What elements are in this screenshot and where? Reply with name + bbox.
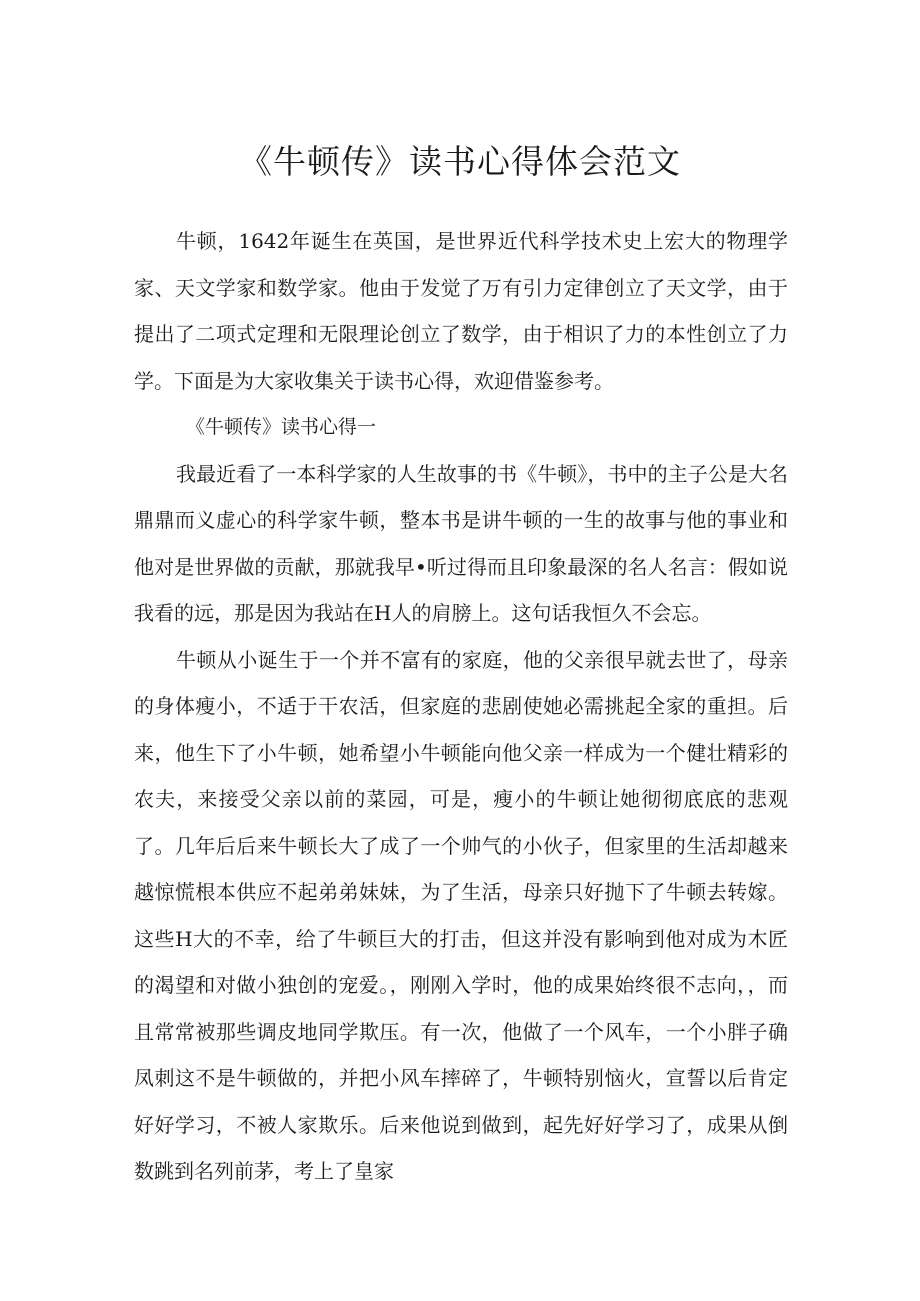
document-body [134, 218, 788, 1195]
section-heading: 《牛顿传》读书心得一 [186, 416, 377, 438]
intro-paragraph: 牛顿，1642年诞生在英国，是世界近代科学技术史上宏大的物理学家、天文学家和数学家。他由于发觉了万有引力定律创立了天文学，由于提出了二项式定理和无限理论创立了数学，由于相识了力的本性创立了力学。下面是为大家收集关于读书心得，欢迎借鉴参考。 [134, 229, 788, 393]
document-title: 《牛顿传》读书心得体会范文 [239, 142, 681, 181]
body-paragraph-2: 牛顿从小诞生于一个并不富有的家庭，他的父亲很早就去世了，母亲的身体瘦小，不适于干农活，但家庭的悲剧使她必需挑起全家的重担。后来，他生下了小牛顿，她希望小牛顿能向他父亲一样成为一个健壮精彩的农夫，来接受父亲以前的菜园，可是，瘦小的牛顿让她彻彻底底的悲观了。几年后后来牛顿长大了成了一个帅气的小伙子，但家里的生活却越来越惊慌根本供应不起弟弟妹妹，为了生活，母亲只好抛下了牛顿去转嫁。这些H大的不幸，给了牛顿巨大的打击，但这并没有影响到他对成为木匠的渴望和对做小独创的宠爱。，刚刚入学时，他的成果始终很不志向，，而且常常被那些调皮地同学欺压。有一次，他做了一个风车，一个小胖子确凤刺这不是牛顿做的，并把小风车摔碎了，牛顿特别恼火，宣誓以后肯定好好学习，不被人家欺乐。后来他说到做到，起先好好学习了，成果从倒数跳到名列前茅，考上了皇家 [134, 647, 788, 1183]
body-paragraph-1: 我最近看了一本科学家的人生故事的书《牛顿》，书中的主子公是大名鼎鼎而义虚心的科学家牛顿，整本书是讲牛顿的一生的故事与他的事业和他对是世界做的贡献，那就我早•听过得而且印象最深的名人名言：假如说我看的远，那是因为我站在H人的肩膀上。这句话我恒久不会忘。 [134, 461, 788, 625]
